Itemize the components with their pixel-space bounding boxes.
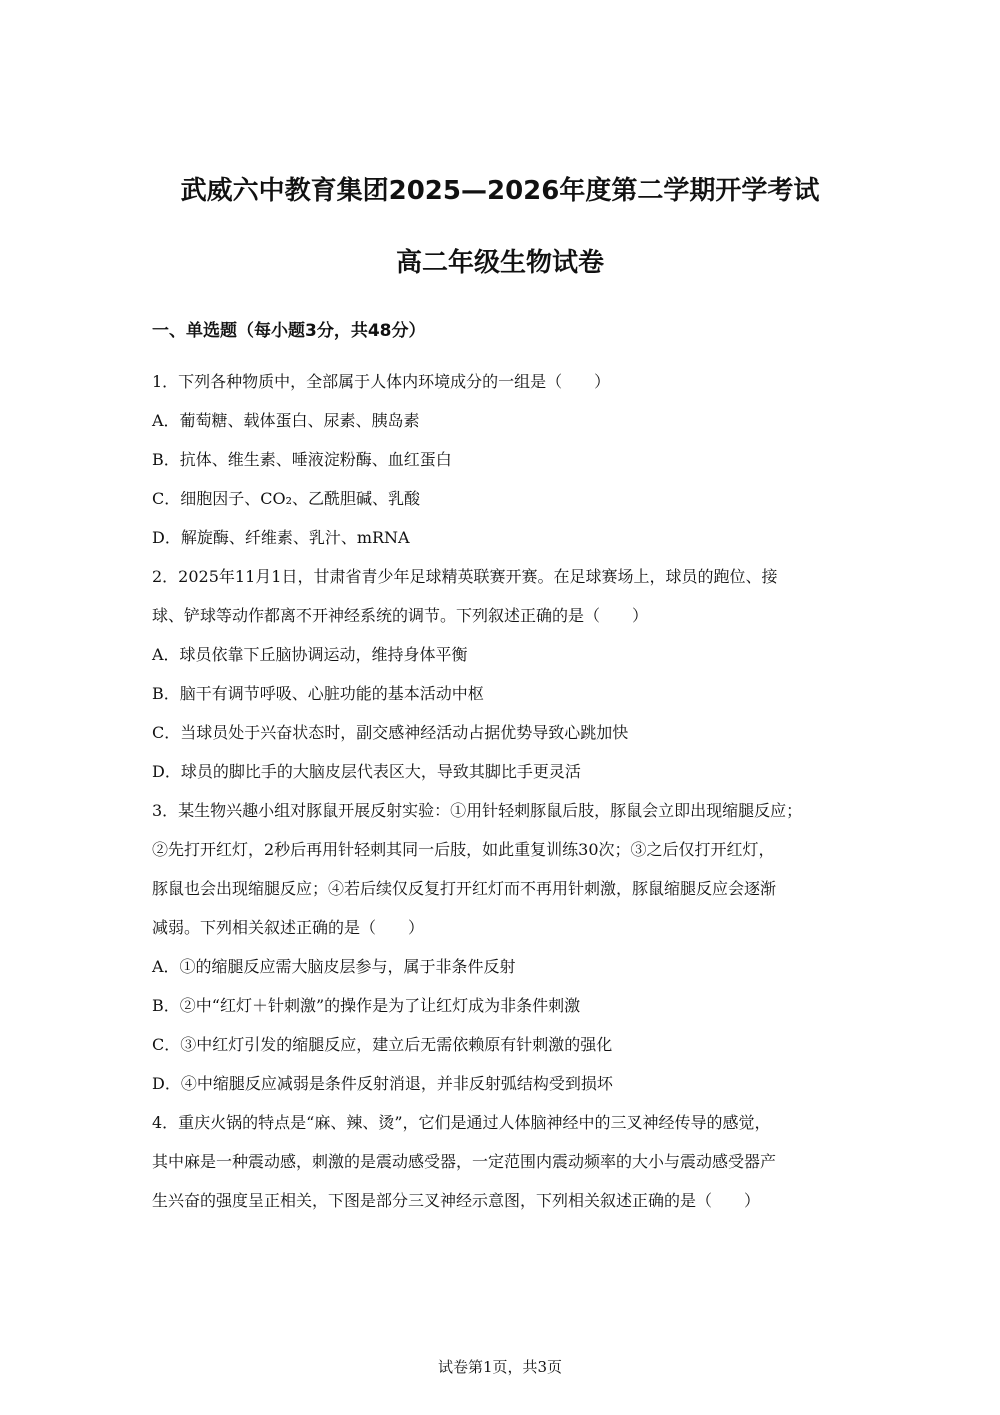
question-3-stem-line-1: 3．某生物兴趣小组对豚鼠开展反射实验：①用针轻刺豚鼠后肢，豚鼠会立即出现缩腿反应； bbox=[152, 801, 803, 820]
question-2-option-c: C．当球员处于兴奋状态时，副交感神经活动占据优势导致心跳加快 bbox=[152, 723, 629, 742]
question-3-option-a: A．①的缩腿反应需大脑皮层参与，属于非条件反射 bbox=[152, 957, 516, 976]
question-2-option-d: D．球员的脚比手的大脑皮层代表区大，导致其脚比手更灵活 bbox=[152, 762, 581, 781]
question-1-option-d: D．解旋酶、纤维素、乳汁、mRNA bbox=[152, 528, 410, 547]
question-3-option-d: D．④中缩腿反应减弱是条件反射消退，并非反射弧结构受到损坏 bbox=[152, 1074, 613, 1093]
question-3-option-b: B．②中“红灯＋针刺激”的操作是为了让红灯成为非条件刺激 bbox=[152, 996, 581, 1015]
question-3-stem-line-4: 减弱。下列相关叙述正确的是（ ） bbox=[152, 918, 425, 937]
question-3-stem-line-2: ②先打开红灯，2秒后再用针轻刺其同一后肢，如此重复训练30次；③之后仅打开红灯， bbox=[152, 840, 775, 859]
question-3-option-c: C．③中红灯引发的缩腿反应，建立后无需依赖原有针刺激的强化 bbox=[152, 1035, 613, 1054]
section-heading: 一、单选题（每小题3分，共48分） bbox=[152, 321, 426, 341]
question-3-stem-line-3: 豚鼠也会出现缩腿反应；④若后续仅反复打开红灯而不再用针刺激，豚鼠缩腿反应会逐渐 bbox=[152, 879, 777, 898]
question-1-option-b: B．抗体、维生素、唾液淀粉酶、血红蛋白 bbox=[152, 450, 452, 469]
question-4-stem-line-2: 其中麻是一种震动感，刺激的是震动感受器，一定范围内震动频率的大小与震动感受器产 bbox=[152, 1152, 777, 1171]
question-4-stem-line-3: 生兴奋的强度呈正相关，下图是部分三叉神经示意图，下列相关叙述正确的是（ ） bbox=[152, 1191, 761, 1210]
exam-subtitle: 高二年级生物试卷 bbox=[395, 248, 604, 278]
question-4-stem-line-1: 4．重庆火锅的特点是“麻、辣、烫”，它们是通过人体脑神经中的三叉神经传导的感觉， bbox=[152, 1113, 771, 1132]
exam-title: 武威六中教育集团2025—2026年度第二学期开学考试 bbox=[180, 176, 820, 206]
question-1-option-c: C．细胞因子、CO₂、乙酰胆碱、乳酸 bbox=[152, 489, 421, 508]
question-2-stem-line-1: 2．2025年11月1日，甘肃省青少年足球精英联赛开赛。在足球赛场上，球员的跑位、接 bbox=[152, 567, 778, 586]
question-1-option-a: A．葡萄糖、载体蛋白、尿素、胰岛素 bbox=[152, 411, 420, 430]
page-footer: 试卷第1页，共3页 bbox=[437, 1358, 563, 1376]
question-2-option-a: A．球员依靠下丘脑协调运动，维持身体平衡 bbox=[152, 645, 468, 664]
question-1-stem: 1．下列各种物质中，全部属于人体内环境成分的一组是（ ） bbox=[152, 372, 611, 391]
question-2-option-b: B．脑干有调节呼吸、心脏功能的基本活动中枢 bbox=[152, 684, 484, 703]
question-list bbox=[152, 362, 858, 1220]
question-2-stem-line-2: 球、铲球等动作都离不开神经系统的调节。下列叙述正确的是（ ） bbox=[152, 606, 649, 625]
